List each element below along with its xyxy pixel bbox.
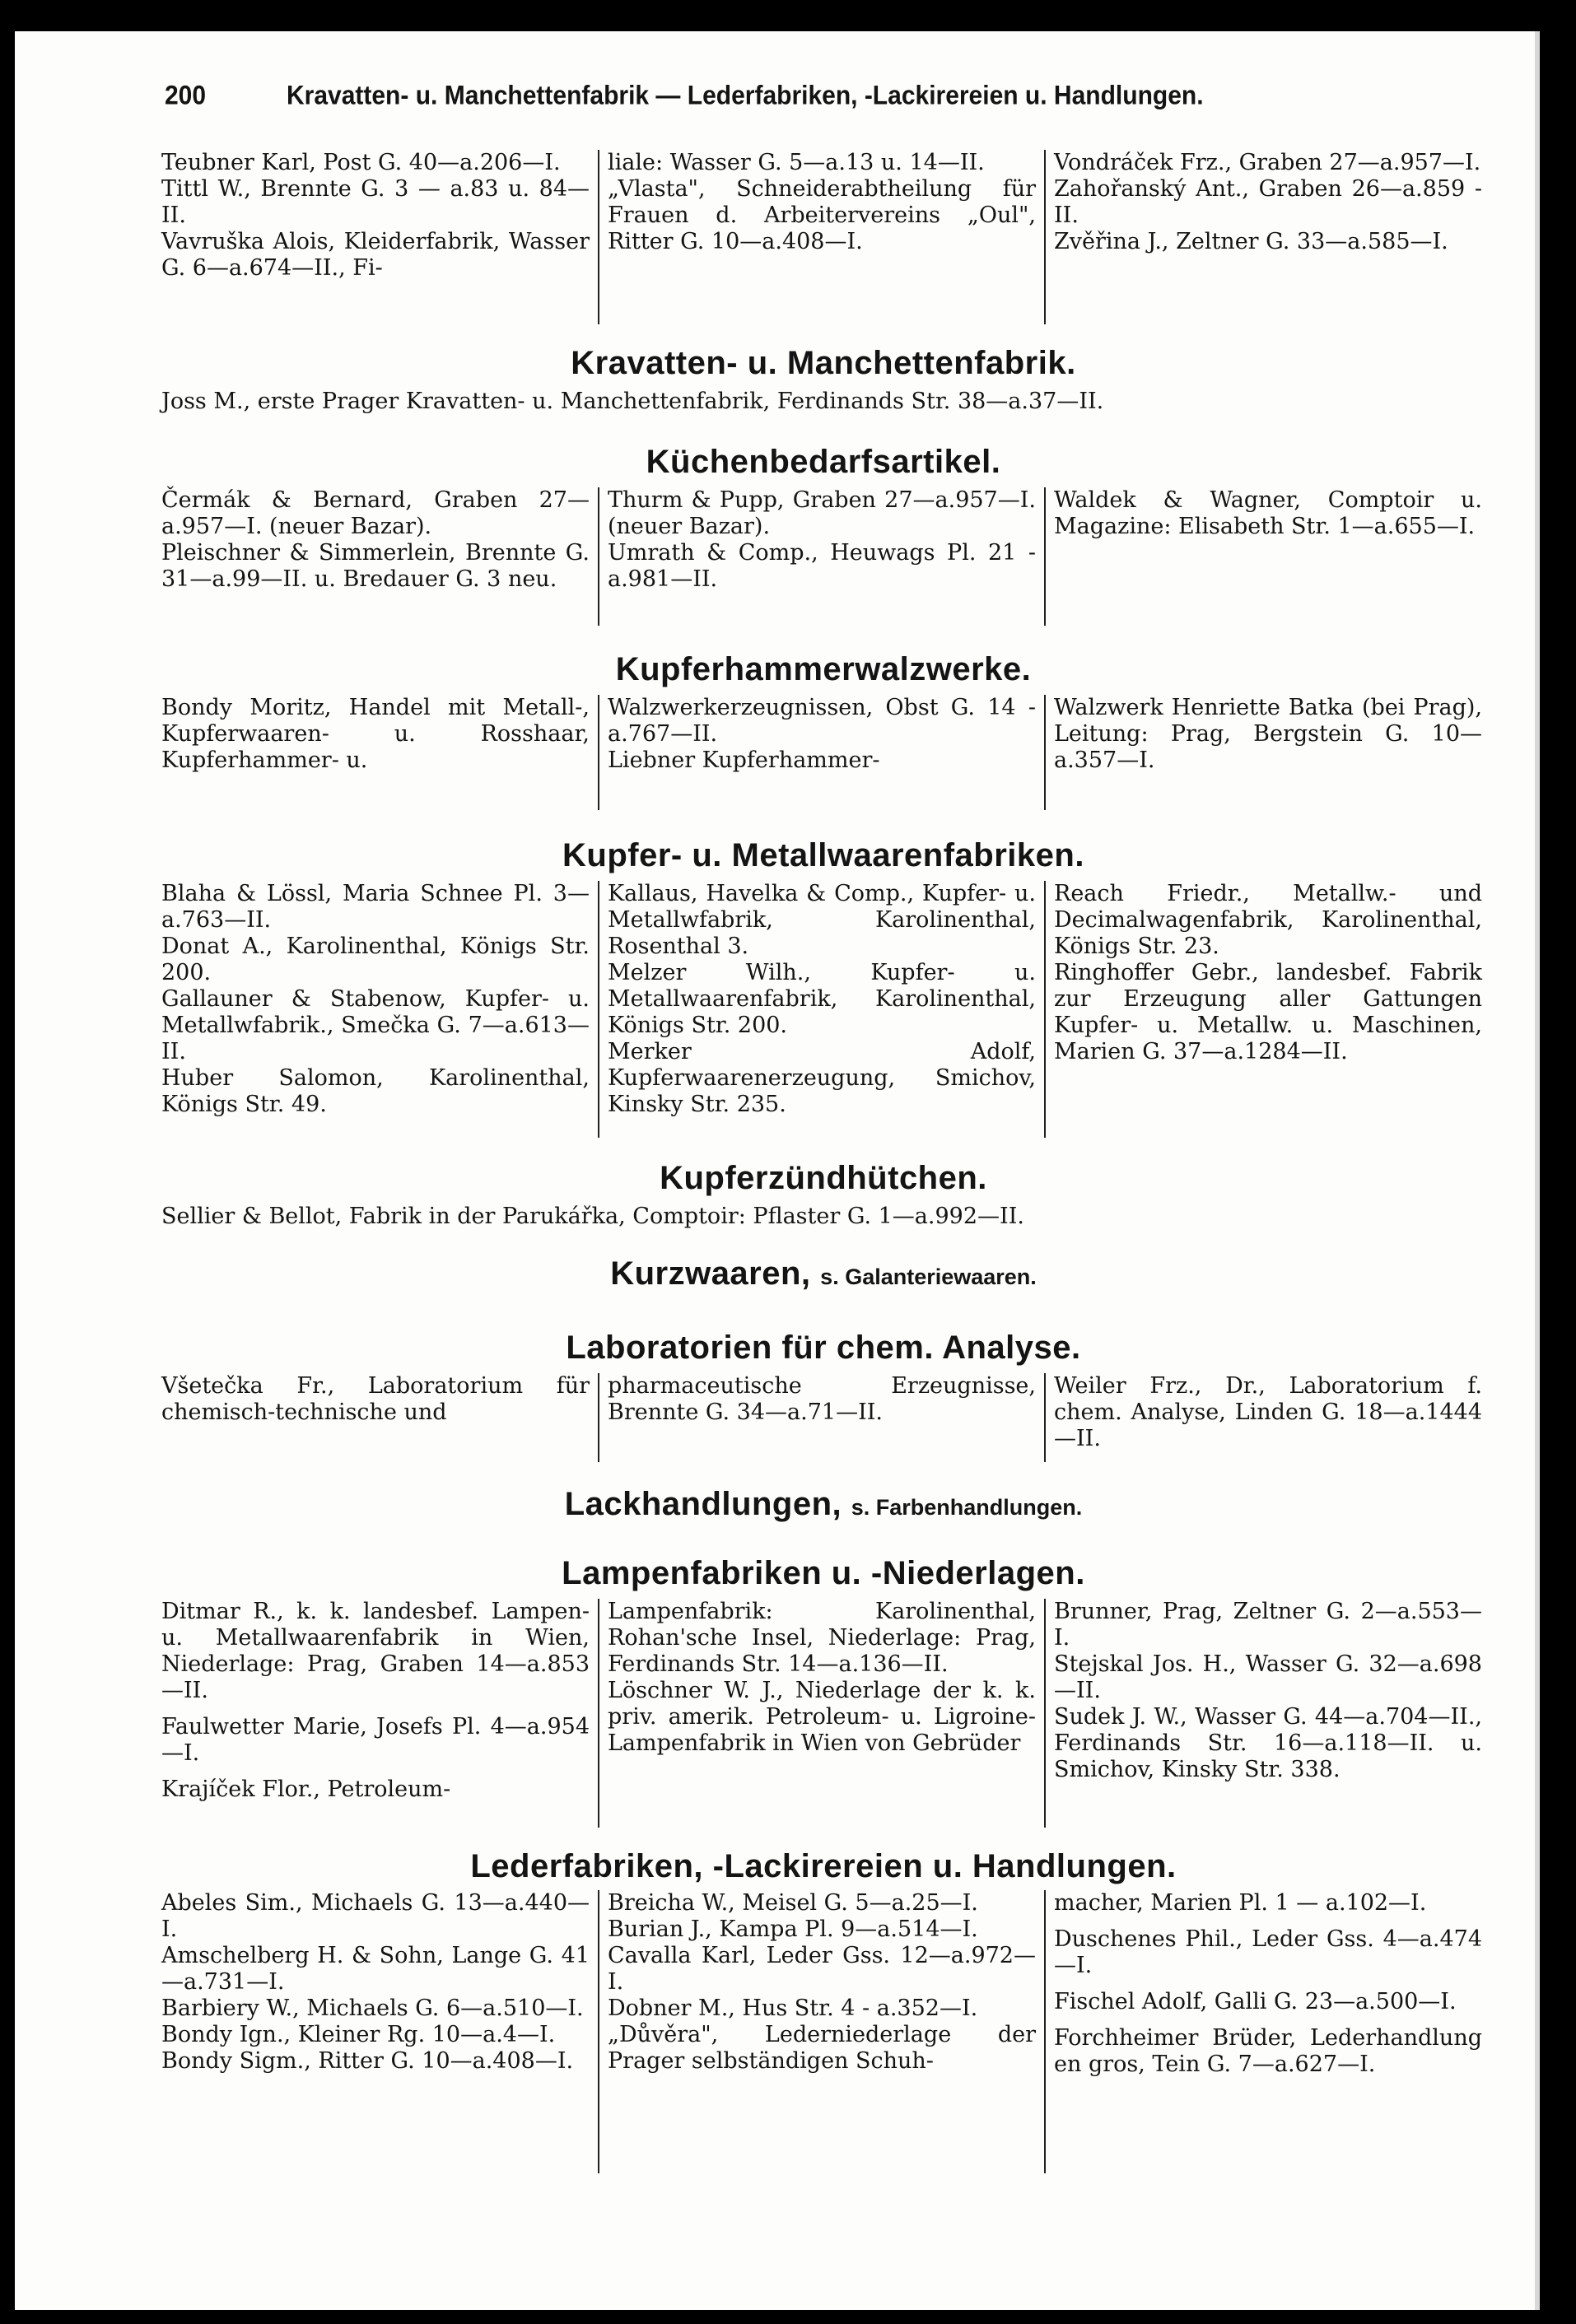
column-divider	[598, 150, 599, 324]
running-title: Kravatten- u. Manchettenfabrik — Lederfabriken, -Lackirereien u. Handlungen.	[287, 81, 1204, 111]
directory-entry: Teubner Karl, Post G. 40—a.206—I.	[161, 150, 561, 175]
column-divider	[598, 881, 599, 1138]
directory-entry: Brunner, Prag, Zeltner G. 2—a.553—I.	[1054, 1599, 1482, 1651]
column-divider	[1044, 150, 1046, 324]
column-divider	[1044, 695, 1046, 810]
section-title-text: Kurzwaaren,	[610, 1255, 811, 1292]
page-number: 200	[165, 81, 207, 111]
column-2	[608, 1373, 1036, 1426]
directory-entry: „Vlasta", Schneiderabtheilung für Frauen d. Arbeitervereins „Oul", Ritter G. 10—a.408—I.	[608, 176, 1036, 254]
directory-entry: Melzer Wilh., Kupfer- u. Metallwaarenfabrik, Karolinenthal, Königs Str. 200.	[608, 960, 1036, 1038]
column-3	[1054, 1373, 1482, 1452]
directory-entry: pharmaceutische Erzeugnisse, Brennte G. 34—a.71—II.	[608, 1373, 1036, 1425]
directory-entry: Walzwerkerzeugnissen, Obst G. 14 - a.767—II.	[608, 695, 1036, 747]
column-divider	[1044, 1599, 1046, 1828]
section-title: Küchenbedarfsartikel.	[646, 444, 1001, 480]
column-2	[608, 1890, 1036, 2075]
directory-entry: Waldek & Wagner, Comptoir u. Magazine: Elisabeth Str. 1—a.655—I.	[1054, 487, 1482, 539]
directory-entry: Kallaus, Havelka & Comp., Kupfer- u. Metallwfabrik, Karolinenthal, Rosenthal 3.	[608, 881, 1036, 959]
column-1	[161, 1599, 590, 1803]
continuation-block	[161, 150, 1485, 324]
column-2	[608, 695, 1036, 774]
directory-entry: Všetečka Fr., Laboratorium für chemisch-technische und	[161, 1373, 590, 1425]
directory-entry: Cavalla Karl, Leder Gss. 12—a.972—I.	[608, 1943, 1036, 1995]
directory-entry: Duschenes Phil., Leder Gss. 4—a.474—I.	[1054, 1926, 1482, 1978]
column-3	[1054, 487, 1482, 540]
directory-entry: Ditmar R., k. k. landesbef. Lampen- u. Metallwaarenfabrik in Wien, Niederlage: Prag, Graben 14—a.853—II.	[161, 1599, 590, 1703]
directory-entry: Forchheimer Brüder, Lederhandlung en gros, Tein G. 7—a.627—I.	[1054, 2025, 1482, 2077]
directory-entry: Faulwetter Marie, Josefs Pl. 4—a.954—I.	[161, 1714, 590, 1766]
directory-entry: Walzwerk Henriette Batka (bei Prag), Leitung: Prag, Bergstein G. 10—a.357—I.	[1054, 695, 1482, 773]
column-2	[608, 487, 1036, 593]
directory-entry: Amschelberg H. & Sohn, Lange G. 41—a.731—I.	[161, 1943, 590, 1995]
section-title: Kupfer- u. Metallwaarenfabriken.	[562, 837, 1084, 873]
directory-entry: Weiler Frz., Dr., Laboratorium f. chem. Analyse, Linden G. 18—a.1444—II.	[1054, 1373, 1482, 1451]
column-3	[1054, 881, 1482, 1065]
column-divider	[598, 1599, 599, 1828]
cross-reference: s. Farbenhandlungen.	[851, 1495, 1083, 1520]
column-1	[161, 150, 590, 282]
directory-entry: Sudek J. W., Wasser G. 44—a.704—II., Ferdinands Str. 16—a.118—II. u. Smichov, Kinsky Str. 338.	[1054, 1704, 1482, 1782]
directory-entry: Krajíček Flor., Petroleum-	[161, 1777, 451, 1802]
section-title: Lampenfabriken u. -Niederlagen.	[562, 1555, 1085, 1591]
directory-entry: Tittl W., Brennte G. 3 — a.83 u. 84—II.	[161, 176, 590, 228]
directory-entry: Ringhoffer Gebr., landesbef. Fabrik zur Erzeugung aller Gattungen Kupfer- u. Metallw. u. Maschinen, Marien G. 37—a.1284—II.	[1054, 960, 1482, 1064]
directory-entry: Fischel Adolf, Galli G. 23—a.500—I.	[1054, 1989, 1457, 2014]
directory-entry: Huber Salomon, Karolinenthal, Königs Str. 49.	[161, 1065, 590, 1117]
directory-entry: Gallauner & Stabenow, Kupfer- u. Metallwfabrik., Smečka G. 7—a.613—II.	[161, 986, 590, 1064]
column-2	[608, 881, 1036, 1118]
directory-entry: Merker Adolf, Kupferwaarenerzeugung, Smichov, Kinsky Str. 235.	[608, 1039, 1036, 1117]
cross-reference: s. Galanteriewaaren.	[820, 1264, 1037, 1289]
column-divider	[598, 1373, 599, 1462]
directory-entry: Dobner M., Hus Str. 4 - a.352—I.	[608, 1996, 978, 2021]
column-1	[161, 1890, 590, 2075]
directory-entry: liale: Wasser G. 5—a.13 u. 14—II.	[608, 150, 985, 175]
directory-entry: Blaha & Lössl, Maria Schnee Pl. 3—a.763—II.	[161, 881, 590, 933]
directory-entry: Thurm & Pupp, Graben 27—a.957—I. (neuer Bazar).	[608, 487, 1036, 539]
column-3	[1054, 150, 1482, 255]
directory-entry: Zahořanský Ant., Graben 26—a.859 - II.	[1054, 176, 1482, 228]
section-title	[161, 1255, 1485, 1296]
directory-entry: Zvěřina J., Zeltner G. 33—a.585—I.	[1054, 229, 1448, 254]
column-1	[161, 695, 590, 774]
section-columns	[161, 1373, 1485, 1462]
column-divider	[598, 487, 599, 626]
column-divider	[1044, 1890, 1046, 2173]
directory-entry: Lampenfabrik: Karolinenthal, Rohan'sche Insel, Niederlage: Prag, Ferdinands Str. 14—a.136—II.	[608, 1599, 1036, 1677]
directory-entry: Sellier & Bellot, Fabrik in der Parukářka, Comptoir: Pflaster G. 1—a.992—II.	[161, 1204, 1024, 1229]
directory-entry: Bondy Ign., Kleiner Rg. 10—a.4—I.	[161, 2022, 556, 2047]
column-1	[161, 1373, 590, 1426]
directory-entry: Barbiery W., Michaels G. 6—a.510—I.	[161, 1996, 584, 2021]
section-title: Lederfabriken, -Lackirereien u. Handlungen.	[470, 1848, 1177, 1884]
section-columns	[161, 487, 1485, 626]
section-title-text: Lackhandlungen,	[564, 1486, 842, 1522]
column-2	[608, 1599, 1036, 1757]
directory-entry: Abeles Sim., Michaels G. 13—a.440—I.	[161, 1890, 590, 1942]
directory-entry: Umrath & Comp., Heuwags Pl. 21 - a.981—II.	[608, 540, 1036, 592]
section-title: Laboratorien für chem. Analyse.	[566, 1330, 1081, 1366]
page-header	[165, 81, 1367, 116]
directory-entry: Vavruška Alois, Kleiderfabrik, Wasser G. 6—a.674—II., Fi-	[161, 229, 590, 281]
directory-entry: Liebner Kupferhammer-	[608, 747, 880, 773]
directory-entry: Burian J., Kampa Pl. 9—a.514—I.	[608, 1916, 978, 1942]
directory-entry: Stejskal Jos. H., Wasser G. 32—a.698—II.	[1054, 1651, 1482, 1703]
directory-entry: Breicha W., Meisel G. 5—a.25—I.	[608, 1890, 978, 1916]
directory-entry: macher, Marien Pl. 1 — a.102—I.	[1054, 1890, 1427, 1916]
section-title: Kupferzündhütchen.	[660, 1160, 987, 1196]
column-divider	[598, 1890, 599, 2173]
column-divider	[598, 695, 599, 810]
directory-entry: Joss M., erste Prager Kravatten- u. Manchettenfabrik, Ferdinands Str. 38—a.37—II.	[161, 389, 1104, 414]
directory-entry: Pleischner & Simmerlein, Brennte G. 31—a.99—II. u. Bredauer G. 3 neu.	[161, 540, 590, 592]
section-title: Kravatten- u. Manchettenfabrik.	[571, 345, 1076, 381]
column-1	[161, 881, 590, 1118]
column-3	[1054, 1599, 1482, 1783]
directory-entry: „Důvěra", Lederniederlage der Prager selbständigen Schuh-	[608, 2022, 1036, 2074]
directory-entry: Reach Friedr., Metallw.- und Decimalwagenfabrik, Karolinenthal, Königs Str. 23.	[1054, 881, 1482, 959]
column-divider	[1044, 881, 1046, 1138]
directory-entry: Bondy Sigm., Ritter G. 10—a.408—I.	[161, 2048, 574, 2074]
section-columns	[161, 881, 1485, 1138]
column-2	[608, 150, 1036, 255]
column-3	[1054, 1890, 1482, 2078]
column-3	[1054, 695, 1482, 774]
directory-entry: Vondráček Frz., Graben 27—a.957—I.	[1054, 150, 1481, 175]
directory-entry: Löschner W. J., Niederlage der k. k. priv. amerik. Petroleum- u. Ligroine-Lampenfabrik in Wien von Gebrüder	[608, 1678, 1036, 1756]
section-title: Kupferhammerwalzwerke.	[615, 651, 1032, 687]
section-title	[161, 1485, 1485, 1526]
directory-entry: Bondy Moritz, Handel mit Metall-, Kupferwaaren- u. Rosshaar, Kupferhammer- u.	[161, 695, 590, 773]
column-1	[161, 487, 590, 593]
column-divider	[1044, 487, 1046, 626]
section-columns	[161, 1599, 1485, 1828]
column-divider	[1044, 1373, 1046, 1462]
section-columns	[161, 695, 1485, 810]
directory-entry: Čermák & Bernard, Graben 27—a.957—I. (neuer Bazar).	[161, 487, 590, 539]
directory-entry: Donat A., Karolinenthal, Königs Str. 200.	[161, 934, 590, 985]
section-columns	[161, 1890, 1485, 2173]
